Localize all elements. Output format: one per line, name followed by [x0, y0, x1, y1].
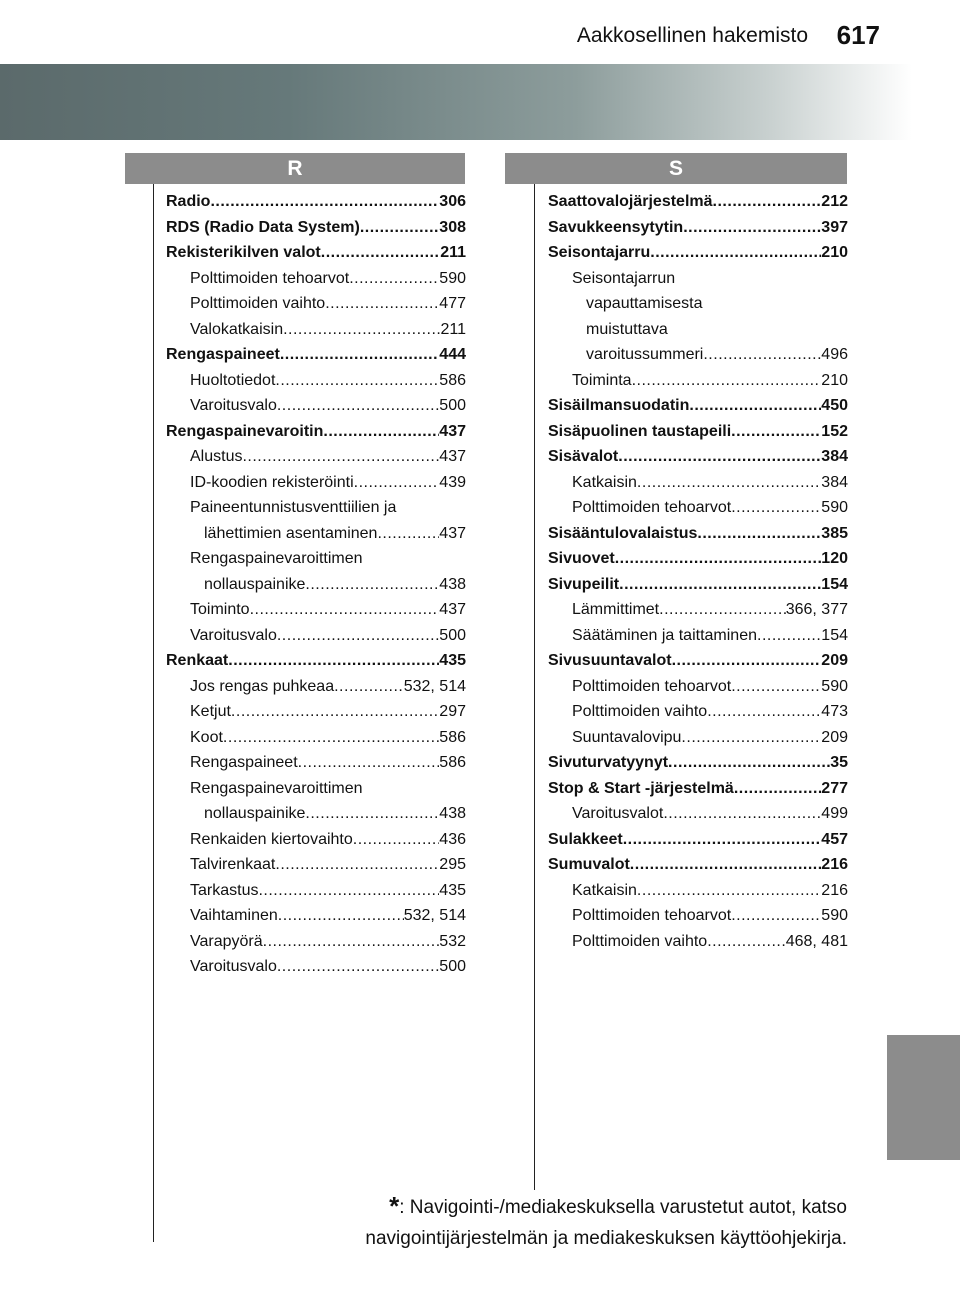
index-entry-page: 439	[439, 473, 466, 491]
index-entry	[548, 495, 848, 521]
index-column-s	[548, 189, 848, 954]
index-entry-label: varoitussummeri	[586, 346, 704, 363]
index-entry-label: Katkaisin	[572, 473, 637, 491]
dot-leader	[734, 776, 821, 802]
dot-leader	[305, 572, 439, 598]
index-entry-page: 586	[439, 371, 466, 389]
index-entry-page: 438	[439, 805, 466, 822]
index-entry-page: 590	[821, 499, 848, 516]
dot-leader	[354, 470, 440, 496]
index-entry-label: Suuntavalovipu	[572, 728, 682, 746]
index-entry-label: Huoltotiedot	[190, 371, 276, 389]
dot-leader	[277, 393, 439, 419]
index-entry	[548, 750, 848, 776]
index-entry	[166, 444, 466, 470]
index-entry	[548, 215, 848, 241]
dot-leader	[305, 801, 439, 827]
dot-leader	[615, 546, 822, 572]
index-entry-page: 590	[821, 907, 848, 924]
index-entry	[548, 648, 848, 674]
index-entry-page: 210	[821, 244, 848, 261]
index-entry-page: 295	[439, 856, 466, 873]
index-entry-page: 435	[439, 881, 466, 899]
index-entry-page: 532	[439, 932, 466, 950]
index-entry	[548, 470, 848, 496]
dot-leader	[632, 368, 822, 394]
index-entry	[166, 878, 466, 904]
dot-leader	[659, 597, 786, 623]
index-entry-page: 152	[821, 422, 848, 440]
index-entry-label: Varoitusvalo	[190, 958, 277, 975]
index-entry-page: 532, 514	[403, 677, 466, 695]
dot-leader	[663, 801, 821, 827]
index-entry-page: 500	[439, 397, 466, 414]
index-entry-label: Sisäpuolinen taustapeili	[548, 422, 732, 440]
index-entry	[548, 419, 848, 445]
index-entry-label: Sivupeilit	[548, 575, 620, 593]
index-entry	[166, 189, 466, 215]
index-entry-label: Valokatkaisin	[190, 320, 284, 338]
footnote	[365, 1191, 847, 1254]
index-entry-label: Sivuturvatyynyt	[548, 754, 669, 771]
index-entry	[166, 266, 466, 292]
index-entry	[548, 317, 848, 343]
index-entry-page: 385	[821, 524, 848, 542]
index-entry	[548, 725, 848, 751]
index-entry-page: 435	[439, 652, 466, 669]
index-entry	[548, 597, 848, 623]
index-entry	[548, 623, 848, 649]
index-entry-page: 437	[439, 524, 466, 542]
index-entry	[166, 852, 466, 878]
index-entry	[166, 521, 466, 547]
dot-leader	[263, 929, 440, 955]
dot-leader	[689, 393, 821, 419]
index-entry-page: 473	[821, 703, 848, 720]
index-entry-label: Alustus	[190, 448, 243, 465]
index-entry-label: Ketjut	[190, 703, 231, 720]
index-entry-page: 277	[821, 779, 848, 797]
index-entry	[548, 801, 848, 827]
index-entry-label: Seisontajarru	[548, 244, 651, 261]
dot-leader	[250, 597, 440, 623]
index-entry	[548, 699, 848, 725]
index-entry-page: 212	[821, 193, 848, 210]
index-entry-page: 211	[440, 320, 466, 338]
index-entry-page: 590	[821, 677, 848, 695]
dot-leader	[275, 852, 439, 878]
dot-leader	[277, 954, 439, 980]
index-entry-label: Lämmittimet	[572, 601, 660, 618]
index-entry	[166, 903, 466, 929]
index-entry	[548, 521, 848, 547]
index-entry-page: 457	[821, 830, 848, 848]
index-entry	[548, 852, 848, 878]
dot-leader	[283, 317, 440, 343]
header-banner	[0, 64, 960, 140]
index-entry-page: 500	[439, 626, 466, 644]
dot-leader	[757, 623, 821, 649]
index-entry-label: nollauspainike	[204, 575, 306, 593]
index-entry-label: Polttimoiden vaihto	[572, 932, 708, 950]
dot-leader	[637, 470, 821, 496]
index-entry	[166, 546, 466, 572]
index-entry-page: 532, 514	[403, 907, 466, 924]
index-entry-label: muistuttava	[586, 320, 668, 338]
index-entry-page: 209	[821, 652, 848, 669]
index-entry-label: Paineentunnistusventtiilien ja	[190, 499, 397, 516]
index-entry	[166, 801, 466, 827]
index-entry-label: Sulakkeet	[548, 830, 623, 848]
index-entry-label: Rengaspaineet	[166, 346, 280, 363]
index-entry	[548, 776, 848, 802]
dot-leader	[713, 189, 822, 215]
dot-leader	[275, 368, 439, 394]
dot-leader	[619, 572, 821, 598]
dot-leader	[353, 827, 440, 853]
dot-leader	[210, 189, 439, 215]
footnote-line-1: : Navigointi-/mediakeskuksella varustetut autot, katso	[399, 1197, 847, 1218]
index-entry	[166, 368, 466, 394]
dot-leader	[325, 291, 439, 317]
index-entry-label: Sisävalot	[548, 448, 619, 465]
index-entry-page: 210	[821, 371, 848, 389]
index-entry	[548, 291, 848, 317]
index-entry	[166, 674, 466, 700]
index-entry-page: 590	[439, 269, 466, 287]
dot-leader	[280, 342, 439, 368]
index-entry-label: Sisääntulovalaistus	[548, 524, 698, 542]
index-entry-page: 496	[821, 346, 848, 363]
index-entry-page: 216	[821, 881, 848, 899]
index-entry-label: Jos rengas puhkeaa	[190, 677, 335, 695]
index-entry	[548, 266, 848, 292]
index-entry	[548, 393, 848, 419]
dot-leader	[334, 674, 404, 700]
index-entry-page: 35	[830, 754, 848, 771]
index-entry	[548, 240, 848, 266]
index-entry-label: lähettimien asentaminen	[204, 524, 378, 542]
index-entry-label: Polttimoiden tehoarvot	[572, 677, 732, 695]
index-entry-label: Toiminta	[572, 371, 632, 389]
dot-leader	[277, 623, 439, 649]
index-entry-page: 209	[821, 728, 848, 746]
index-entry-page: 500	[439, 958, 466, 975]
dot-leader	[228, 648, 439, 674]
index-entry-label: Säätäminen ja taittaminen	[572, 626, 757, 644]
index-entry-label: Varapyörä	[190, 932, 263, 950]
index-entry-page: 306	[439, 193, 466, 210]
index-entry	[166, 776, 466, 802]
page-header	[0, 0, 960, 64]
index-entry	[548, 368, 848, 394]
dot-leader	[242, 444, 439, 470]
dot-leader	[323, 419, 439, 445]
index-entry-page: 154	[821, 626, 848, 644]
index-entry-label: nollauspainike	[204, 805, 306, 822]
dot-leader	[630, 852, 822, 878]
index-entry-label: Seisontajarrun	[572, 269, 676, 287]
index-entry	[166, 725, 466, 751]
index-entry-label: ID-koodien rekisteröinti	[190, 473, 354, 491]
index-entry	[166, 954, 466, 980]
dot-leader	[703, 342, 821, 368]
dot-leader	[637, 878, 821, 904]
index-entry-label: RDS (Radio Data System)	[166, 218, 360, 236]
index-entry	[548, 878, 848, 904]
index-entry	[166, 648, 466, 674]
dot-leader	[681, 725, 821, 751]
dot-leader	[650, 240, 821, 266]
index-entry	[166, 393, 466, 419]
index-entry	[166, 597, 466, 623]
index-entry-label: Vaihtaminen	[190, 907, 278, 924]
dot-leader	[321, 240, 440, 266]
index-entry	[166, 291, 466, 317]
side-thumb-tab	[887, 1035, 960, 1160]
dot-leader	[623, 827, 822, 853]
dot-leader	[731, 419, 821, 445]
index-entry-label: Stop & Start -järjestelmä	[548, 779, 734, 797]
index-entry	[166, 342, 466, 368]
index-entry-page: 450	[821, 397, 848, 414]
index-entry-page: 438	[439, 575, 466, 593]
index-entry-page: 437	[439, 601, 466, 618]
index-entry	[166, 750, 466, 776]
index-entry-page: 437	[439, 448, 466, 465]
index-entry	[166, 215, 466, 241]
index-entry-label: Radio	[166, 193, 211, 210]
dot-leader	[731, 495, 821, 521]
index-entry-label: Toiminto	[190, 601, 250, 618]
index-entry-label: Polttimoiden tehoarvot	[190, 269, 350, 287]
dot-leader	[697, 521, 821, 547]
index-entry-label: Polttimoiden vaihto	[190, 295, 326, 312]
section-letter-r: R	[125, 153, 465, 184]
index-column-r	[166, 189, 466, 980]
index-entry	[548, 827, 848, 853]
index-entry-label: Varoitusvalo	[190, 397, 277, 414]
dot-leader	[298, 750, 440, 776]
dot-leader	[683, 215, 821, 241]
index-entry-page: 366, 377	[785, 601, 848, 618]
page-number: 617	[836, 20, 880, 50]
header-title: Aakkosellinen hakemisto	[576, 24, 808, 47]
index-entry	[548, 929, 848, 955]
index-entry-page: 436	[439, 830, 466, 848]
dot-leader	[258, 878, 439, 904]
index-entry-page: 437	[439, 422, 466, 440]
index-entry	[166, 827, 466, 853]
index-entry-label: Renkaat	[166, 652, 229, 669]
dot-leader	[707, 929, 786, 955]
index-entry	[166, 317, 466, 343]
index-entry	[548, 674, 848, 700]
index-entry-label: Rengaspainevaroittimen	[190, 550, 363, 567]
index-entry-page: 444	[439, 346, 466, 363]
footnote-line-2: navigointijärjestelmän ja mediakeskuksen käyttöohjekirja.	[365, 1228, 847, 1249]
index-entry-page: 586	[439, 728, 466, 746]
footnote-marker: *	[389, 1191, 400, 1221]
index-entry	[548, 572, 848, 598]
dot-leader	[731, 903, 821, 929]
column-rule-left	[153, 184, 154, 1242]
index-entry	[166, 623, 466, 649]
index-entry	[166, 572, 466, 598]
index-entry-page: 477	[439, 295, 466, 312]
section-letter-s: S	[505, 153, 847, 184]
index-entry-label: Rengaspaineet	[190, 754, 298, 771]
index-entry-label: Tarkastus	[190, 881, 259, 899]
index-entry-label: Polttimoiden tehoarvot	[572, 907, 732, 924]
dot-leader	[231, 699, 439, 725]
index-entry	[166, 929, 466, 955]
index-entry-label: Savukkeensytytin	[548, 218, 684, 236]
index-entry	[166, 240, 466, 266]
index-entry	[548, 342, 848, 368]
index-entry-label: vapauttamisesta	[586, 295, 703, 312]
dot-leader	[668, 750, 830, 776]
index-entry	[548, 903, 848, 929]
dot-leader	[377, 521, 439, 547]
index-entry-label: Sisäilmansuodatin	[548, 397, 690, 414]
index-entry-page: 120	[821, 550, 848, 567]
index-entry-page: 586	[439, 754, 466, 771]
index-entry	[166, 419, 466, 445]
index-entry-page: 308	[439, 218, 466, 236]
index-entry-label: Talvirenkaat	[190, 856, 276, 873]
index-entry	[548, 444, 848, 470]
dot-leader	[707, 699, 821, 725]
index-entry-page: 499	[821, 805, 848, 822]
index-entry-label: Katkaisin	[572, 881, 637, 899]
dot-leader	[672, 648, 822, 674]
dot-leader	[223, 725, 439, 751]
index-entry-page: 384	[821, 473, 848, 491]
index-entry-label: Varoitusvalot	[572, 805, 664, 822]
index-entry-page: 216	[821, 856, 848, 873]
index-entry	[166, 495, 466, 521]
index-entry-page: 384	[821, 448, 848, 465]
index-entry-label: Sivusuuntavalot	[548, 652, 672, 669]
index-entry-label: Sumuvalot	[548, 856, 630, 873]
index-entry-label: Koot	[190, 728, 223, 746]
dot-leader	[731, 674, 821, 700]
index-entry	[166, 470, 466, 496]
index-entry-label: Rengaspainevaroittimen	[190, 779, 363, 797]
index-entry	[548, 189, 848, 215]
index-entry-page: 154	[821, 575, 848, 593]
index-entry-label: Varoitusvalo	[190, 626, 277, 644]
index-entry-label: Saattovalojärjestelmä	[548, 193, 713, 210]
index-entry	[548, 546, 848, 572]
index-entry-page: 397	[821, 218, 848, 236]
index-entry-label: Rengaspainevaroitin	[166, 422, 324, 440]
index-entry-page: 211	[440, 244, 466, 261]
index-entry	[166, 699, 466, 725]
index-entry-page: 468, 481	[785, 932, 848, 950]
dot-leader	[618, 444, 821, 470]
index-entry-label: Polttimoiden tehoarvot	[572, 499, 732, 516]
dot-leader	[349, 266, 439, 292]
index-entry-label: Renkaiden kiertovaihto	[190, 830, 353, 848]
index-entry-label: Sivuovet	[548, 550, 615, 567]
index-entry-label: Polttimoiden vaihto	[572, 703, 708, 720]
dot-leader	[278, 903, 404, 929]
dot-leader	[360, 215, 439, 241]
index-entry-label: Rekisterikilven valot	[166, 244, 321, 261]
column-rule-middle	[534, 184, 535, 1190]
index-entry-page: 297	[439, 703, 466, 720]
